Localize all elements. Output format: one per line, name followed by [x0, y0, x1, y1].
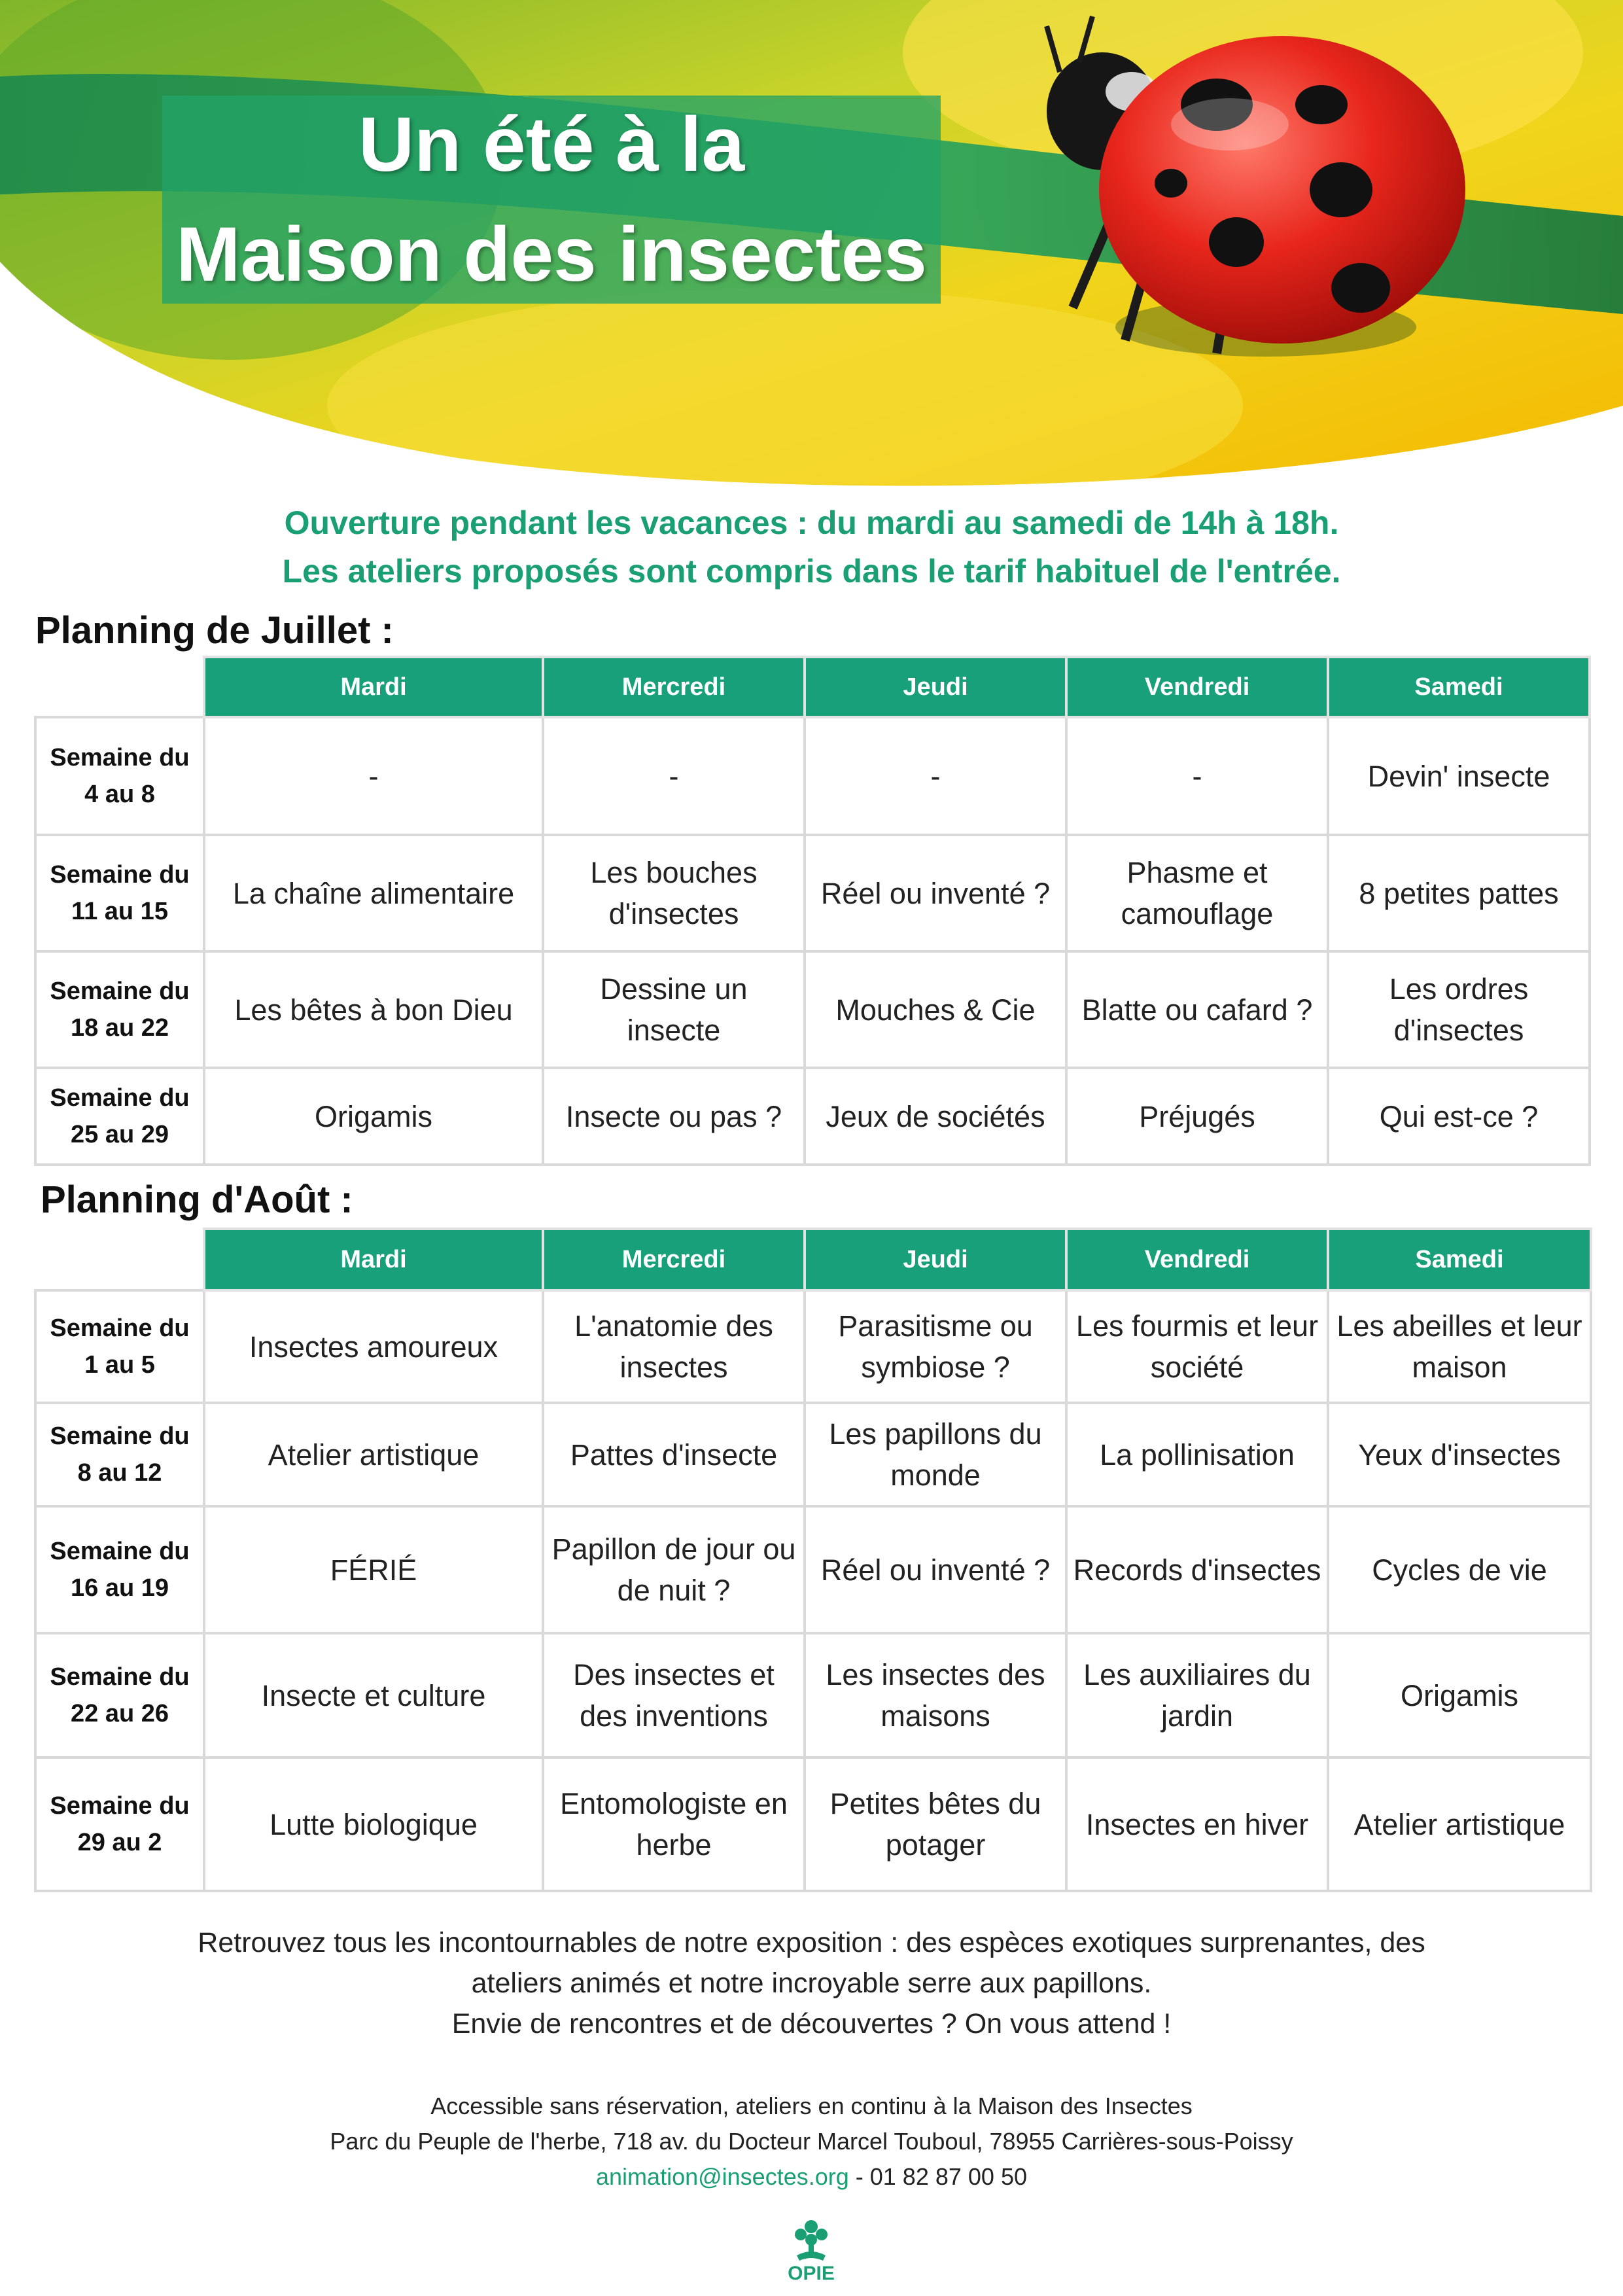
exhibition-text: [0, 1922, 1623, 2044]
workshop-cell: Les insectes des maisons: [805, 1633, 1066, 1757]
week-label: Semaine du 8 au 12: [35, 1403, 204, 1506]
workshop-cell: Des insectes et des inventions: [543, 1633, 805, 1757]
exhibition-line3: Envie de rencontres et de découvertes ? On vous attend !: [451, 2008, 1172, 2040]
workshop-cell: Lutte biologique: [204, 1757, 543, 1891]
table-row: [35, 951, 1590, 1068]
workshop-cell: Les auxiliaires du jardin: [1066, 1633, 1328, 1757]
workshop-cell: FÉRIÉ: [204, 1506, 543, 1633]
workshop-cell: Atelier artistique: [1328, 1757, 1591, 1891]
workshop-cell: Les ordres d'insectes: [1328, 951, 1590, 1068]
week-label: Semaine du 11 au 15: [35, 835, 204, 951]
exhibition-line1: Retrouvez tous les incontournables de notre exposition : des espèces exotiques surprenantes, des: [198, 1927, 1425, 1958]
workshop-cell: La pollinisation: [1066, 1403, 1328, 1506]
day-header: Mercredi: [543, 657, 805, 717]
week-label: Semaine du 1 au 5: [35, 1290, 204, 1403]
workshop-cell: La chaîne alimentaire: [204, 835, 543, 951]
workshop-cell: Cycles de vie: [1328, 1506, 1591, 1633]
july-title: Planning de Juillet :: [35, 609, 394, 652]
exhibition-line2: ateliers animés et notre incroyable serre aux papillons.: [471, 1968, 1152, 1999]
day-header: Mercredi: [543, 1229, 805, 1290]
day-header: Mardi: [204, 657, 543, 717]
table-row: [35, 717, 1590, 835]
workshop-cell: Petites bêtes du potager: [805, 1757, 1066, 1891]
workshop-cell: Blatte ou cafard ?: [1066, 951, 1328, 1068]
day-header: Samedi: [1328, 657, 1590, 717]
workshop-cell: Réel ou inventé ?: [805, 835, 1066, 951]
workshop-cell: Les bouches d'insectes: [543, 835, 805, 951]
workshop-cell: Pattes d'insecte: [543, 1403, 805, 1506]
workshop-cell: Jeux de sociétés: [805, 1068, 1066, 1165]
workshop-cell: Yeux d'insectes: [1328, 1403, 1591, 1506]
workshop-cell: Papillon de jour ou de nuit ?: [543, 1506, 805, 1633]
workshop-cell: Les bêtes à bon Dieu: [204, 951, 543, 1068]
workshop-cell: Phasme et camouflage: [1066, 835, 1328, 951]
week-label: Semaine du 25 au 29: [35, 1068, 204, 1165]
workshop-cell: Origamis: [1328, 1633, 1591, 1757]
table-header-row: [35, 657, 1590, 717]
table-row: [35, 835, 1590, 951]
contact-line: [0, 2159, 1623, 2195]
opening-hours-text: Ouverture pendant les vacances : du mardi au samedi de 14h à 18h.: [284, 504, 1339, 541]
hero-banner: [0, 0, 1623, 497]
table-row: [35, 1633, 1591, 1757]
workshop-cell: Parasitisme ou symbiose ?: [805, 1290, 1066, 1403]
week-label: Semaine du 4 au 8: [35, 717, 204, 835]
day-header: Vendredi: [1066, 1229, 1328, 1290]
workshop-cell: Insecte ou pas ?: [543, 1068, 805, 1165]
day-header: Samedi: [1328, 1229, 1591, 1290]
page-title-line2: Maison des insectes: [176, 211, 927, 298]
workshop-cell: Devin' insecte: [1328, 717, 1590, 835]
week-label: Semaine du 29 au 2: [35, 1757, 204, 1891]
workshop-cell: -: [805, 717, 1066, 835]
workshop-cell: Insecte et culture: [204, 1633, 543, 1757]
workshop-cell: Entomologiste en herbe: [543, 1757, 805, 1891]
workshop-cell: Origamis: [204, 1068, 543, 1165]
workshop-cell: Les abeilles et leur maison: [1328, 1290, 1591, 1403]
day-header: Jeudi: [805, 657, 1066, 717]
august-title: Planning d'Août :: [41, 1178, 353, 1221]
workshop-cell: -: [543, 717, 805, 835]
contact-block: [0, 2089, 1623, 2195]
workshop-cell: Insectes amoureux: [204, 1290, 543, 1403]
workshop-cell: Les papillons du monde: [805, 1403, 1066, 1506]
day-header: Jeudi: [805, 1229, 1066, 1290]
access-info: Accessible sans réservation, ateliers en continu à la Maison des Insectes: [430, 2093, 1193, 2119]
phone-number: - 01 82 87 00 50: [848, 2163, 1027, 2190]
table-row: [35, 1290, 1591, 1403]
pricing-text: Les ateliers proposés sont compris dans le tarif habituel de l'entrée.: [282, 553, 1341, 590]
workshop-cell: Records d'insectes: [1066, 1506, 1328, 1633]
week-label: Semaine du 16 au 19: [35, 1506, 204, 1633]
workshop-cell: Atelier artistique: [204, 1403, 543, 1506]
week-label: Semaine du 22 au 26: [35, 1633, 204, 1757]
week-label: Semaine du 18 au 22: [35, 951, 204, 1068]
workshop-cell: Les fourmis et leur société: [1066, 1290, 1328, 1403]
workshop-cell: L'anatomie des insectes: [543, 1290, 805, 1403]
day-header: Vendredi: [1066, 657, 1328, 717]
table-row: [35, 1403, 1591, 1506]
workshop-cell: Qui est-ce ?: [1328, 1068, 1590, 1165]
workshop-cell: Insectes en hiver: [1066, 1757, 1328, 1891]
august-table: [34, 1227, 1592, 1892]
opie-logo-text: OPIE: [788, 2263, 835, 2284]
page-title-line1: Un été à la: [358, 101, 745, 188]
workshop-cell: Préjugés: [1066, 1068, 1328, 1165]
table-row: [35, 1757, 1591, 1891]
table-corner: [35, 1229, 204, 1290]
workshop-cell: -: [1066, 717, 1328, 835]
email-link[interactable]: animation@insectes.org: [596, 2163, 849, 2190]
table-row: [35, 1068, 1590, 1165]
workshop-cell: -: [204, 717, 543, 835]
table-row: [35, 1506, 1591, 1633]
table-header-row: [35, 1229, 1591, 1290]
title-box: [162, 96, 941, 304]
workshop-cell: 8 petites pattes: [1328, 835, 1590, 951]
workshop-cell: Dessine un insecte: [543, 951, 805, 1068]
day-header: Mardi: [204, 1229, 543, 1290]
july-table: [34, 656, 1591, 1166]
workshop-cell: Mouches & Cie: [805, 951, 1066, 1068]
workshop-cell: Réel ou inventé ?: [805, 1506, 1066, 1633]
table-corner: [35, 657, 204, 717]
address: Parc du Peuple de l'herbe, 718 av. du Docteur Marcel Touboul, 78955 Carrières-sous-Poissy: [330, 2128, 1293, 2155]
